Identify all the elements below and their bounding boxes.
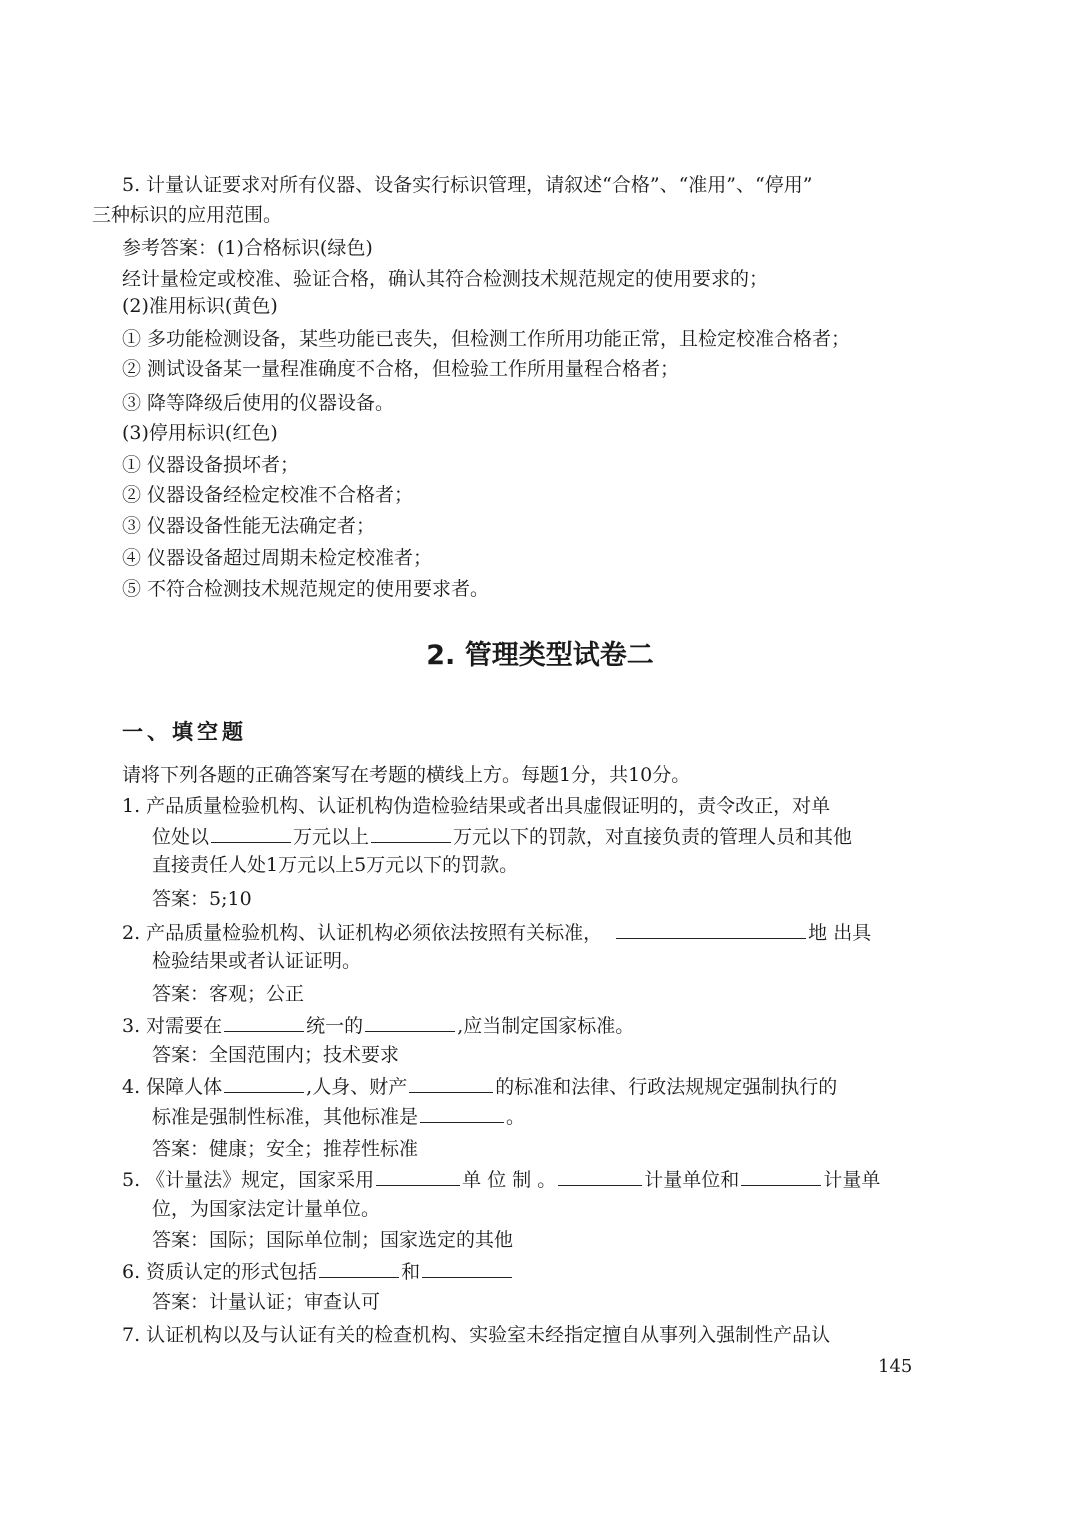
q6-text-b: 和	[401, 1261, 421, 1283]
yellow-item: ③ 降等降级后使用的仪器设备。	[122, 392, 395, 414]
page-title: 2. 管理类型试卷二	[426, 640, 654, 671]
red-item: ⑤ 不符合检测技术规范规定的使用要求者。	[122, 578, 490, 600]
q5-text-a: 5. 《计量法》规定，国家采用	[122, 1169, 375, 1191]
q5-text-c: 计量单位和	[644, 1169, 740, 1191]
q2-line1	[122, 919, 871, 946]
q1-line2	[152, 823, 852, 850]
q4-text-d: 标准是强制性标准，其他标准是	[152, 1106, 419, 1128]
q5-blank-3	[741, 1166, 821, 1186]
q6-blank-2	[422, 1258, 512, 1278]
green-desc: 经计量检定或校准、验证合格，确认其符合检测技术规范规定的使用要求的；	[122, 268, 769, 290]
red-head: (3)停用标识(红色)	[122, 422, 278, 444]
q1-text-b: 位处以	[152, 826, 210, 848]
yellow-item: ① 多功能检测设备，某些功能已丧失，但检测工作所用功能正常，且检定校准合格者；	[122, 328, 851, 350]
ref-answer-green: 参考答案：(1)合格标识(绿色)	[122, 237, 373, 259]
q5-text-d: 计量单	[823, 1169, 881, 1191]
q4-line2	[152, 1103, 525, 1130]
q5-blank-2	[558, 1166, 642, 1186]
q4-answer: 答案：健康；安全；推荐性标准	[152, 1138, 419, 1160]
q3-blank-1	[224, 1012, 304, 1032]
q1-answer: 答案：5;10	[152, 888, 252, 910]
yellow-item: ② 测试设备某一量程准确度不合格，但检验工作所用量程合格者；	[122, 358, 680, 380]
page-number: 145	[878, 1356, 913, 1377]
q4-line1	[122, 1073, 837, 1100]
q2-blank	[616, 919, 806, 939]
q3-text-c: ,应当制定国家标准。	[457, 1015, 635, 1037]
q2-text-b: 地 出具	[808, 922, 872, 944]
red-item: ③ 仪器设备性能无法确定者；	[122, 515, 376, 537]
q1-line1: 1. 产品质量检验机构、认证机构伪造检验结果或者出具虚假证明的，责令改正，对单	[122, 795, 831, 817]
q5-answer: 答案：国际；国际单位制；国家选定的其他	[152, 1229, 514, 1251]
q2-text-a: 2. 产品质量检验机构、认证机构必须依法按照有关标准，	[122, 922, 603, 944]
red-item: ① 仪器设备损坏者；	[122, 454, 300, 476]
q1-blank-1	[211, 823, 291, 843]
red-item: ④ 仪器设备超过周期未检定校准者；	[122, 547, 433, 569]
q1-line3: 直接责任人处1万元以上5万元以下的罚款。	[152, 854, 519, 876]
q6-text-a: 6. 资质认定的形式包括	[122, 1261, 318, 1283]
q3-answer: 答案：全国范围内；技术要求	[152, 1044, 400, 1066]
q3-text-b: 统一的	[306, 1015, 364, 1037]
q4-text-a: 4. 保障人体	[122, 1076, 223, 1098]
q4-blank-3	[420, 1103, 504, 1123]
prev-q5-line1: 5. 计量认证要求对所有仪器、设备实行标识管理，请叙述“合格”、“准用”、“停用”	[122, 174, 813, 196]
q3-text-a: 3. 对需要在	[122, 1015, 223, 1037]
q2-line2: 检验结果或者认证证明。	[152, 950, 362, 972]
yellow-head: (2)准用标识(黄色)	[122, 295, 278, 317]
q7-line1: 7. 认证机构以及与认证有关的检查机构、实验室未经指定擅自从事列入强制性产品认	[122, 1324, 831, 1346]
q1-text-d: 万元以下的罚款，对直接负责的管理人员和其他	[453, 826, 853, 848]
q3-blank-2	[365, 1012, 455, 1032]
q5-text-b: 单 位 制 。	[462, 1169, 557, 1191]
section-heading: 一、填空题	[122, 720, 247, 744]
q4-text-b: ,人身、财产	[306, 1076, 408, 1098]
instruction: 请将下列各题的正确答案写在考题的横线上方。每题1分，共10分。	[122, 764, 691, 786]
q4-text-c: 的标准和法律、行政法规规定强制执行的	[495, 1076, 838, 1098]
q3-line1	[122, 1012, 634, 1039]
q4-blank-1	[224, 1073, 304, 1093]
q6-answer: 答案：计量认证；审查认可	[152, 1291, 381, 1313]
prev-q5-line2: 三种标识的应用范围。	[92, 204, 283, 226]
q6-blank-1	[319, 1258, 399, 1278]
q4-text-e: 。	[506, 1106, 526, 1128]
q1-text-c: 万元以上	[293, 826, 370, 848]
q6-line1	[122, 1258, 514, 1285]
q5-line1	[122, 1166, 880, 1193]
q4-blank-2	[409, 1073, 493, 1093]
q2-answer: 答案：客观；公正	[152, 983, 305, 1005]
red-item: ② 仪器设备经检定校准不合格者；	[122, 484, 414, 506]
q5-blank-1	[376, 1166, 460, 1186]
q1-blank-2	[371, 823, 451, 843]
q5-line2: 位，为国家法定计量单位。	[152, 1198, 381, 1220]
